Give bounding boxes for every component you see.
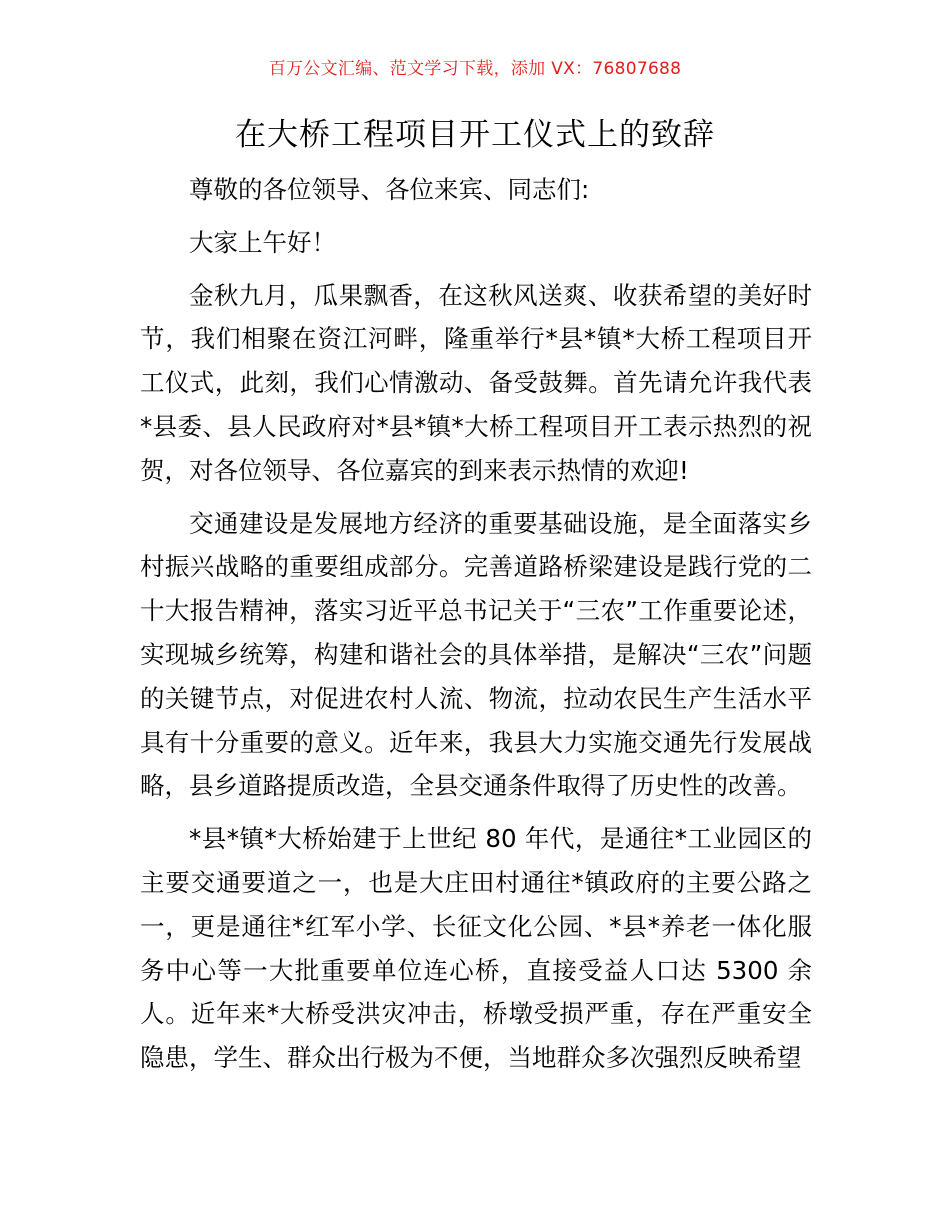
document-body — [140, 168, 812, 1089]
body-paragraph: 金秋九月，瓜果飘香，在这秋风送爽、收获希望的美好时节，我们相聚在资江河畔，隆重举行*县*镇*大桥工程项目开工仪式，此刻，我们心情激动、备受鼓舞。首先请允许我代表*县委、县人民政府对*县*镇*大桥工程项目开工表示热烈的祝贺，对各位领导、各位嘉宾的到来表示热情的欢迎! — [140, 280, 812, 485]
document-title: 在大桥工程项目开工仪式上的致辞 — [235, 117, 715, 153]
body-paragraph: *县*镇*大桥始建于上世纪 80 年代，是通往*工业园区的主要交通要道之一，也是大庄田村通往*镇政府的主要公路之一，更是通往*红军小学、长征文化公园、*县*养老一体化服务中心等一大批重要单位连心桥，直接受益人口达 5300 余人。近年来*大桥受洪灾冲击，桥墩受损严重，存在严重安全隐患，学生、群众出行极为不便，当地群众多次强烈反映希望 — [140, 824, 812, 1073]
greeting: 大家上午好！ — [189, 227, 336, 257]
header-banner: 百万公文汇编、范文学习下载，添加 VX：76807688 — [268, 59, 682, 79]
salutation: 尊敬的各位领导、各位来宾、同志们: — [189, 175, 590, 204]
body-paragraph: 交通建设是发展地方经济的重要基础设施，是全面落实乡村振兴战略的重要组成部分。完善道路桥梁建设是践行党的二十大报告精神，落实习近平总书记关于“三农”工作重要论述，实现城乡统筹，构建和谐社会的具体举措，是解决“三农”问题的关键节点，对促进农村人流、物流，拉动农民生产生活水平具有十分重要的意义。近年来，我县大力实施交通先行发展战略，县乡道路提质改造，全县交通条件取得了历史性的改善。 — [140, 508, 812, 801]
